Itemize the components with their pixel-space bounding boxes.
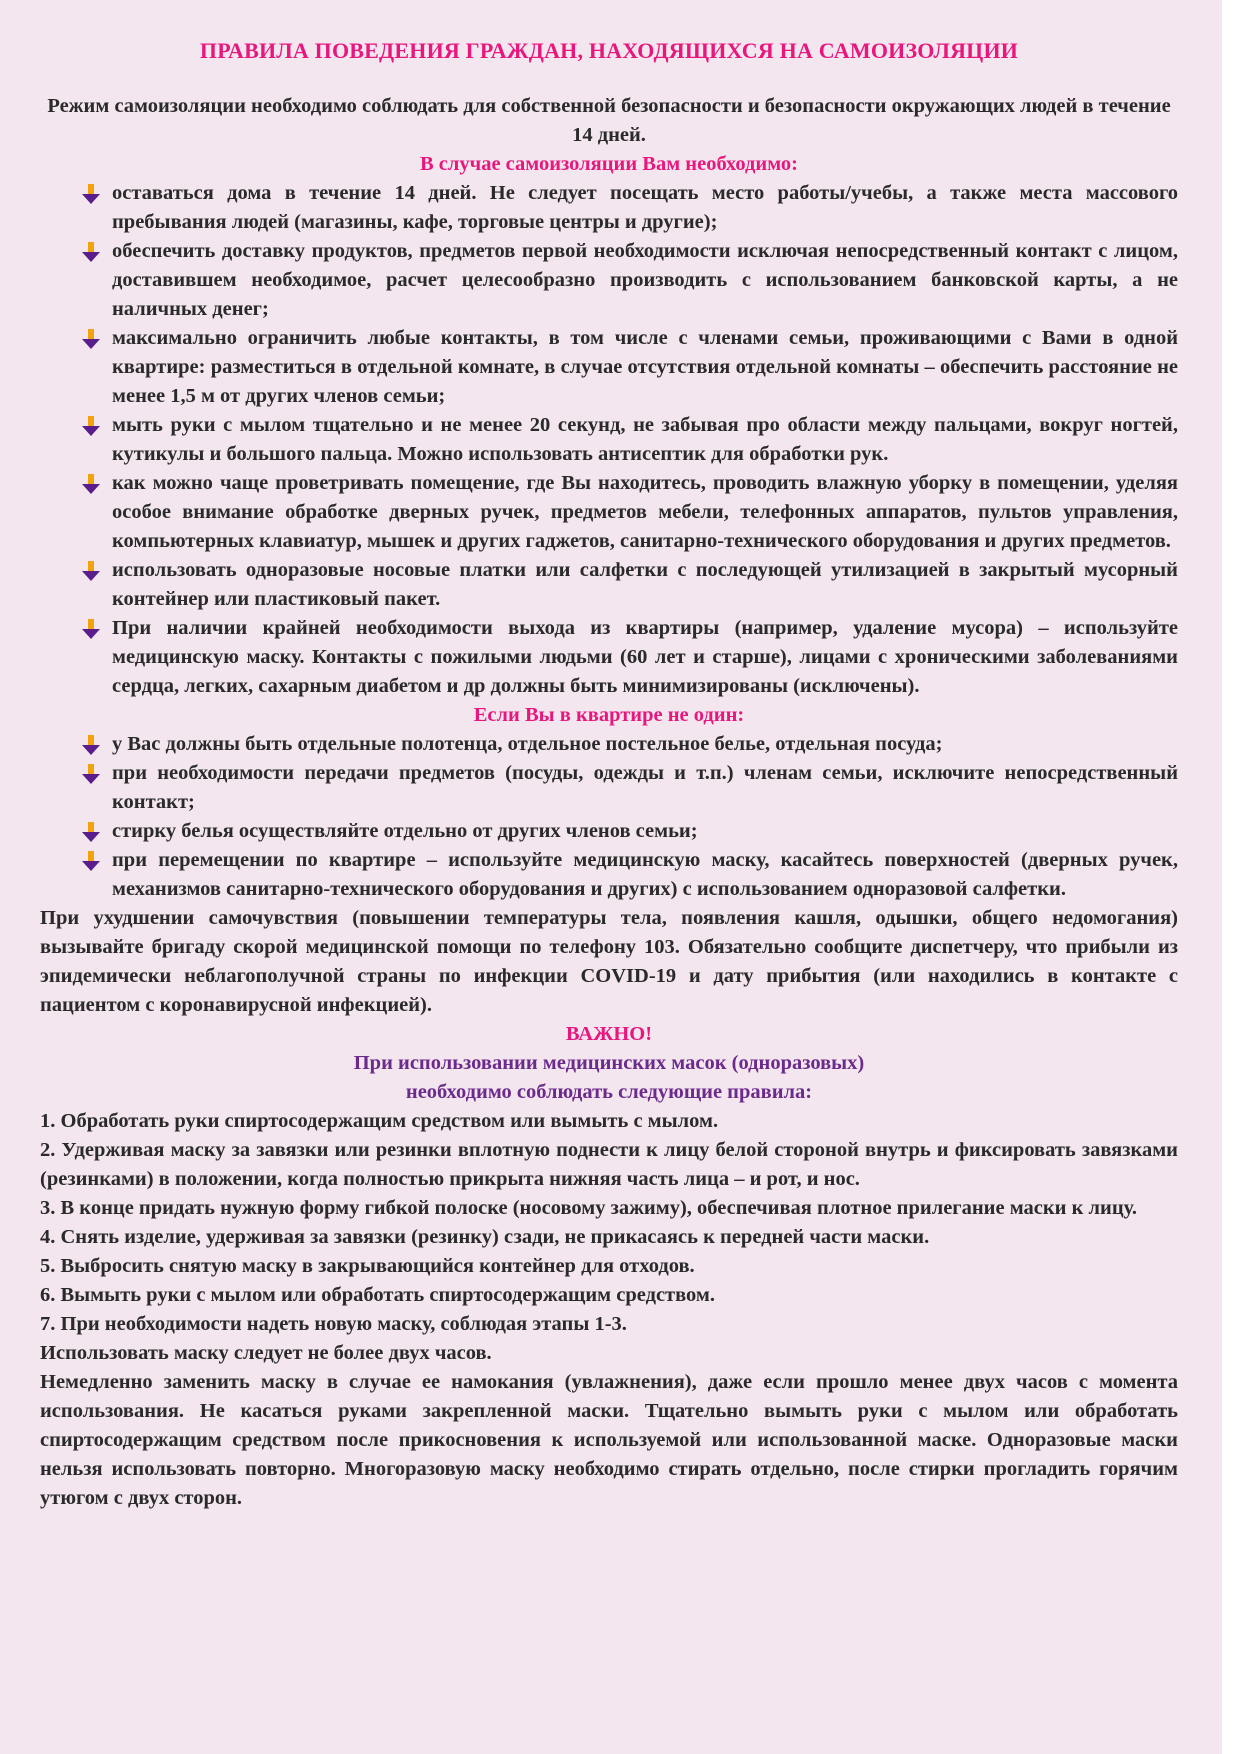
list-item: [80, 614, 1178, 701]
mask-step: 5. Выбросить снятую маску в закрывающийся контейнер для отходов.: [40, 1255, 695, 1277]
mask-step: 2. Удерживая маску за завязки или резинки вплотную поднести к лицу белой стороной внутрь и фиксировать завязками (резинками) в положении, когда полностью прикрыта нижняя часть лица – и рот, и нос.: [40, 1139, 1178, 1190]
list-item-text: обеспечить доставку продуктов, предметов первой необходимости исключая непосредственный контакт с лицом, доставившем необходимое, расчет целесообразно производить с использованием банковской карты, а не наличных денег;: [112, 240, 1178, 320]
section1-heading: В случае самоизоляции Вам необходимо:: [419, 153, 798, 175]
down-arrow-icon: [80, 763, 102, 785]
mask-step: 4. Снять изделие, удерживая за завязки (резинку) сзади, не прикасаясь к передней части маски.: [40, 1226, 930, 1248]
down-arrow-icon: [80, 560, 102, 582]
list-item: [80, 469, 1178, 556]
down-arrow-icon: [80, 183, 102, 205]
list-item-text: у Вас должны быть отдельные полотенца, отдельное постельное белье, отдельная посуда;: [112, 733, 943, 755]
mask-step: 1. Обработать руки спиртосодержащим средством или вымыть с мылом.: [40, 1110, 719, 1132]
mask-steps: [40, 1107, 1178, 1339]
page-title: ПРАВИЛА ПОВЕДЕНИЯ ГРАЖДАН, НАХОДЯЩИХСЯ НА САМОИЗОЛЯЦИИ: [199, 38, 1019, 63]
list-item: [80, 324, 1178, 411]
list-item-text: При наличии крайней необходимости выхода из квартиры (например, удаление мусора) – используйте медицинскую маску. Контакты с пожилыми людьми (60 лет и старше), лицами с хроническими заболеваниями сердца, легких, сахарным диабетом и др должны быть минимизированы (исключены).: [112, 617, 1178, 697]
list-item: [80, 556, 1178, 614]
closing-line: Использовать маску следует не более двух часов.: [40, 1342, 492, 1364]
down-arrow-icon: [80, 618, 102, 640]
closing-paragraph: Немедленно заменить маску в случае ее намокания (увлажнения), даже если прошло менее двух часов с момента использования. Не касаться руками закрепленной маски. Тщательно вымыть руки с мылом или обработать спиртосодержащим средством после прикосновения к используемой или использованной маске. Одноразовые маски нельзя использовать повторно. Многоразовую маску необходимо стирать отдельно, после стирки прогладить горячим утюгом с двух сторон.: [40, 1371, 1178, 1509]
list-item-text: как можно чаще проветривать помещение, где Вы находитесь, проводить влажную уборку в помещении, уделяя особое внимание обработке дверных ручек, предметов мебели, телефонных аппаратов, пультов управления, компьютерных клавиатур, мышек и других гаджетов, санитарно-технического оборудования и других предметов.: [112, 472, 1178, 552]
section2-heading: Если Вы в квартире не один:: [473, 704, 745, 726]
section1-list: [40, 179, 1178, 701]
mask-step: 7. При необходимости надеть новую маску, соблюдая этапы 1-3.: [40, 1313, 627, 1335]
list-item: [80, 759, 1178, 817]
mask-rules-heading: При использовании медицинских масок (одноразовых): [353, 1052, 865, 1074]
emergency-paragraph: При ухудшении самочувствия (повышении температуры тела, появления кашля, одышки, общего недомогания) вызывайте бригаду скорой медицинской помощи по телефону 103. Обязательно сообщите диспетчеру, что прибыли из эпидемически неблагополучной страны по инфекции COVID-19 и дату прибытия (или находились в контакте с пациентом с коронавирусной инфекцией).: [40, 907, 1178, 1016]
down-arrow-icon: [80, 821, 102, 843]
list-item-text: мыть руки с мылом тщательно и не менее 20 секунд, не забывая про области между пальцами, вокруг ногтей, кутикулы и большого пальца. Можно использовать антисептик для обработки рук.: [112, 414, 1178, 465]
list-item: [80, 411, 1178, 469]
mask-rules-subheading: необходимо соблюдать следующие правила:: [405, 1081, 813, 1103]
mask-step: 6. Вымыть руки с мылом или обработать спиртосодержащим средством.: [40, 1284, 715, 1306]
important-label: ВАЖНО!: [565, 1023, 653, 1045]
down-arrow-icon: [80, 328, 102, 350]
mask-step: 3. В конце придать нужную форму гибкой полоске (носовому зажиму), обеспечивая плотное прилегание маски к лицу.: [40, 1197, 1138, 1219]
down-arrow-icon: [80, 850, 102, 872]
list-item-text: максимально ограничить любые контакты, в том числе с членами семьи, проживающими с Вами в одной квартире: разместиться в отдельной комнате, в случае отсутствия отдельной комнаты – обеспечить расстояние не менее 1,5 м от других членов семьи;: [112, 327, 1178, 407]
list-item-text: стирку белья осуществляйте отдельно от других членов семьи;: [112, 820, 698, 842]
list-item: [80, 237, 1178, 324]
list-item-text: при необходимости передачи предметов (посуды, одежды и т.п.) членам семьи, исключите непосредственный контакт;: [112, 762, 1178, 813]
list-item: [80, 730, 1178, 759]
list-item-text: оставаться дома в течение 14 дней. Не следует посещать место работы/учебы, а также места массового пребывания людей (магазины, кафе, торговые центры и другие);: [112, 182, 1178, 233]
list-item-text: использовать одноразовые носовые платки или салфетки с последующей утилизацией в закрытый мусорный контейнер или пластиковый пакет.: [112, 559, 1178, 610]
list-item: [80, 846, 1178, 904]
list-item: [80, 179, 1178, 237]
down-arrow-icon: [80, 415, 102, 437]
intro-paragraph: Режим самоизоляции необходимо соблюдать для собственной безопасности и безопасности окружающих людей в течение 14 дней.: [47, 95, 1171, 146]
list-item-text: при перемещении по квартире – используйте медицинскую маску, касайтесь поверхностей (дверных ручек, механизмов санитарно-технического оборудования и других) с использованием одноразовой салфетки.: [112, 849, 1178, 900]
down-arrow-icon: [80, 734, 102, 756]
page-edge: [1222, 0, 1240, 1754]
section2-list: [40, 730, 1178, 904]
list-item: [80, 817, 1178, 846]
down-arrow-icon: [80, 241, 102, 263]
down-arrow-icon: [80, 473, 102, 495]
